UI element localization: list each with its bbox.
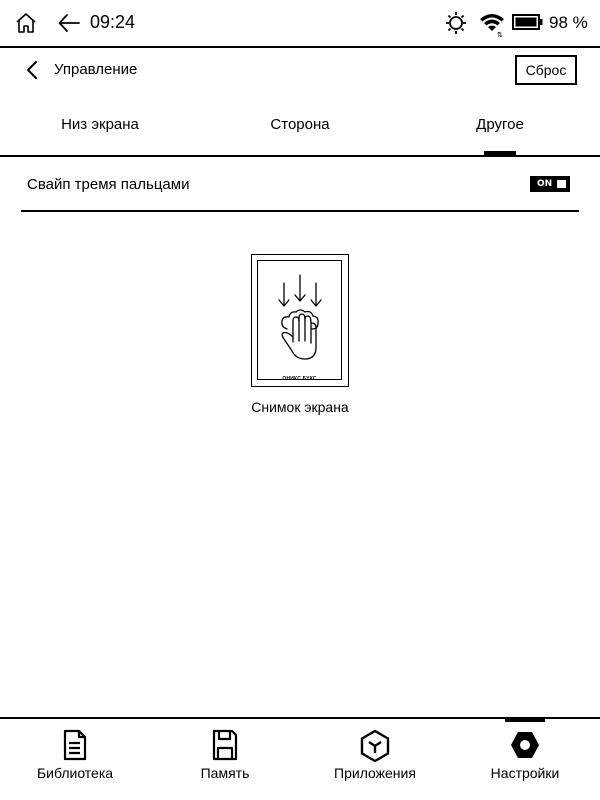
nav-storage[interactable] xyxy=(150,719,300,800)
toggle-state-text: ON xyxy=(537,179,553,189)
tabs-divider xyxy=(0,155,600,157)
tab-other[interactable]: Другое xyxy=(476,116,524,133)
status-divider xyxy=(0,46,600,48)
nav-settings-label: Настройки xyxy=(490,765,560,781)
row-divider xyxy=(21,210,579,212)
settings-icon xyxy=(509,729,541,766)
screenshot-gesture-card[interactable] xyxy=(251,254,349,387)
three-finger-swipe-toggle[interactable] xyxy=(530,176,570,192)
reset-button[interactable]: Сброс xyxy=(515,55,577,85)
page-title: Управление xyxy=(54,61,138,78)
nav-library-label: Библиотека xyxy=(36,765,114,781)
battery-percent: 98 % xyxy=(549,13,588,32)
nav-apps[interactable] xyxy=(300,719,450,800)
nav-apps-label: Приложения xyxy=(334,765,416,781)
tab-bottom-screen[interactable]: Низ экрана xyxy=(61,116,139,133)
nav-storage-label: Память xyxy=(200,765,250,781)
device-brand-logo: ОНИКС БУКС xyxy=(282,376,317,382)
battery-icon xyxy=(512,13,544,36)
tab-side[interactable]: Сторона xyxy=(270,116,330,133)
apps-icon xyxy=(359,729,391,768)
status-bar xyxy=(0,0,600,46)
brightness-icon[interactable] xyxy=(444,10,468,41)
three-finger-swipe-hand-icon xyxy=(275,271,325,371)
storage-icon xyxy=(211,729,239,766)
screenshot-gesture-label: Снимок экрана xyxy=(251,399,349,415)
toggle-knob xyxy=(557,180,566,188)
three-finger-swipe-label: Свайп тремя пальцами xyxy=(27,176,190,193)
home-icon[interactable] xyxy=(14,11,38,40)
nav-settings[interactable] xyxy=(450,719,600,800)
nav-library[interactable] xyxy=(0,719,150,800)
clock-time: 09:24 xyxy=(90,12,136,32)
wifi-icon[interactable] xyxy=(478,10,506,43)
library-icon xyxy=(62,729,88,766)
back-chevron-icon[interactable] xyxy=(24,60,40,85)
back-arrow-icon[interactable] xyxy=(57,12,81,39)
svg-text:⇅: ⇅ xyxy=(497,31,503,38)
device-screen-frame xyxy=(257,260,342,380)
